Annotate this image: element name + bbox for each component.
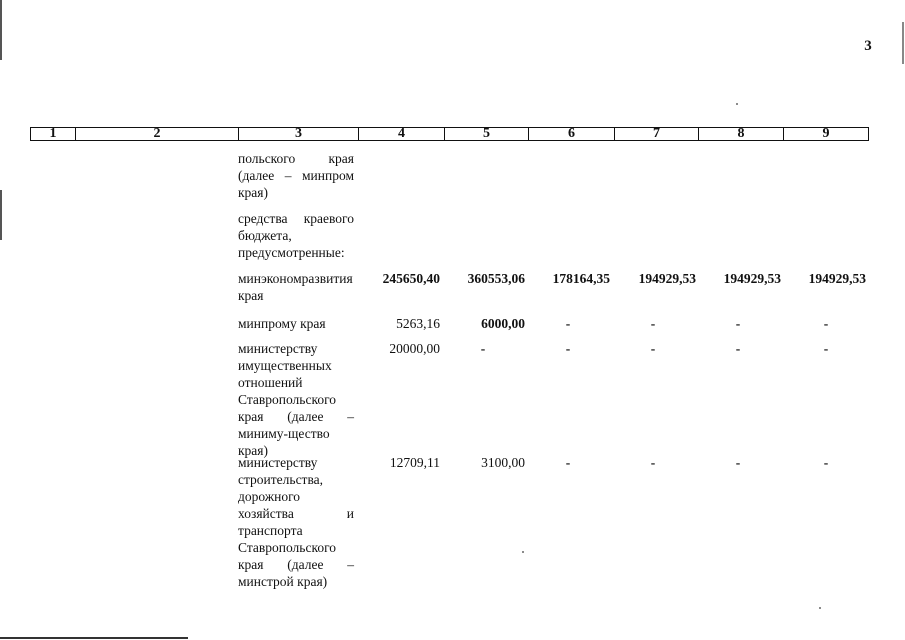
cell-col-5: - xyxy=(480,341,486,356)
scan-edge-mark xyxy=(0,0,2,60)
cell-col-8: - xyxy=(735,316,741,331)
header-col-9: 9 xyxy=(783,128,868,140)
header-col-6: 6 xyxy=(528,128,614,140)
header-col-5: 5 xyxy=(444,128,528,140)
cell-col-7: 194929,53 xyxy=(638,271,696,286)
header-col-7: 7 xyxy=(614,128,698,140)
cell-col-9: 194929,53 xyxy=(808,271,866,286)
row-description: средства краевого бюджета, предусмотренные: xyxy=(238,211,354,260)
header-col-3: 3 xyxy=(238,128,358,140)
header-col-1: 1 xyxy=(49,126,57,141)
row-description: министерству строительства, дорожного хозяйства и транспорта Ставропольского края (далее – минстрой края) xyxy=(238,455,354,589)
cell-col-5: 3100,00 xyxy=(481,455,525,470)
header-col-8: 8 xyxy=(698,128,783,140)
scan-speck xyxy=(736,103,738,105)
bottom-rule xyxy=(0,637,188,639)
cell-col-9: - xyxy=(823,455,829,470)
cell-col-4: 20000,00 xyxy=(389,341,440,356)
header-col-2: 2 xyxy=(75,128,238,140)
header-col-4: 4 xyxy=(358,128,444,140)
cell-col-7: - xyxy=(650,316,656,331)
cell-col-6: - xyxy=(565,316,571,331)
cell-col-8: 194929,53 xyxy=(723,271,781,286)
cell-col-8: - xyxy=(735,341,741,356)
cell-col-4: 12709,11 xyxy=(389,455,440,470)
cell-col-4: 5263,16 xyxy=(396,316,440,331)
row-description: польского края (далее – минпром края) xyxy=(238,151,354,200)
cell-col-4: 245650,40 xyxy=(382,271,440,286)
cell-col-8: - xyxy=(735,455,741,470)
scan-edge-mark xyxy=(902,22,904,64)
scan-speck xyxy=(819,607,821,609)
row-description: министерству имущественных отношений Ставропольского края (далее – миниму-щество края) xyxy=(238,341,354,458)
cell-col-6: 178164,35 xyxy=(552,271,610,286)
cell-col-9: - xyxy=(823,341,829,356)
table-header-row xyxy=(30,127,869,141)
scan-edge-mark xyxy=(0,190,2,240)
cell-col-5: 6000,00 xyxy=(481,316,525,331)
scan-speck xyxy=(522,551,524,553)
cell-col-9: - xyxy=(823,316,829,331)
row-description: минпрому края xyxy=(238,316,326,331)
cell-col-6: - xyxy=(565,455,571,470)
cell-col-7: - xyxy=(650,341,656,356)
cell-col-6: - xyxy=(565,341,571,356)
cell-col-5: 360553,06 xyxy=(467,271,525,286)
page-number: 3 xyxy=(864,38,872,54)
cell-col-7: - xyxy=(650,455,656,470)
row-description: минэкономразвития края xyxy=(238,271,353,303)
